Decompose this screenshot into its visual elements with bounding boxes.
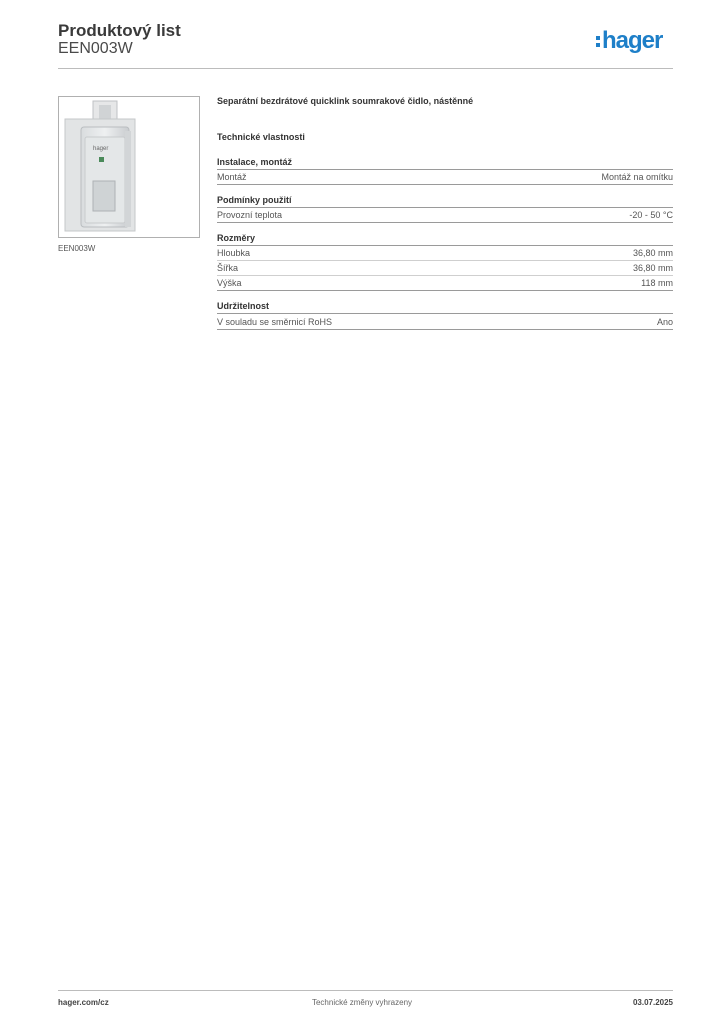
spec-row — [217, 261, 673, 276]
spec-value: 118 mm — [641, 278, 673, 288]
sensor-device-illustration — [59, 97, 199, 237]
footer-website-link[interactable]: hager.com/cz — [58, 998, 109, 1007]
spec-value: -20 - 50 °C — [629, 210, 673, 220]
section-sustainability — [217, 301, 673, 330]
spec-value: 36,80 mm — [632, 263, 673, 273]
product-code: EEN003W — [58, 40, 133, 57]
spec-row — [217, 246, 673, 261]
image-caption: EEN003W — [58, 244, 96, 253]
spec-label: Výška — [217, 278, 242, 288]
spec-value: Montáž na omítku — [601, 172, 673, 182]
logo-text: hager — [602, 27, 663, 54]
spec-row — [217, 170, 673, 185]
spec-value: 36,80 mm — [632, 248, 673, 258]
section-operating-conditions — [217, 195, 673, 223]
footer-divider — [58, 990, 673, 991]
tech-properties-heading: Technické vlastnosti — [217, 132, 305, 142]
footer-date: 03.07.2025 — [632, 998, 673, 1007]
spec-value: Ano — [656, 317, 673, 327]
product-details — [217, 96, 673, 340]
hager-logo — [596, 28, 662, 54]
spec-row — [217, 276, 673, 291]
section-installation — [217, 157, 673, 185]
product-image — [58, 96, 200, 238]
section-title: Podmínky použití — [217, 195, 673, 208]
section-dimensions — [217, 233, 673, 291]
device-brand-label: hager — [93, 146, 109, 152]
spec-label: Hloubka — [217, 248, 251, 258]
spec-row — [217, 315, 673, 330]
section-title: Rozměry — [217, 233, 673, 246]
product-description: Separátní bezdrátové quicklink soumrakové čidlo, nástěnné — [217, 96, 474, 106]
spec-label: Šířka — [217, 263, 239, 273]
footer-note: Technické změny vyhrazeny — [311, 998, 413, 1007]
spec-label: Montáž — [217, 172, 247, 182]
section-title: Instalace, montáž — [217, 157, 673, 170]
page-title: Produktový list — [58, 21, 181, 40]
spec-row — [217, 208, 673, 223]
spec-label: Provozní teplota — [217, 210, 283, 220]
section-title: Udržitelnost — [217, 301, 673, 314]
logo-dots-icon — [596, 36, 600, 47]
header-divider — [58, 68, 673, 69]
spec-label: V souladu se směrnicí RoHS — [217, 317, 333, 327]
